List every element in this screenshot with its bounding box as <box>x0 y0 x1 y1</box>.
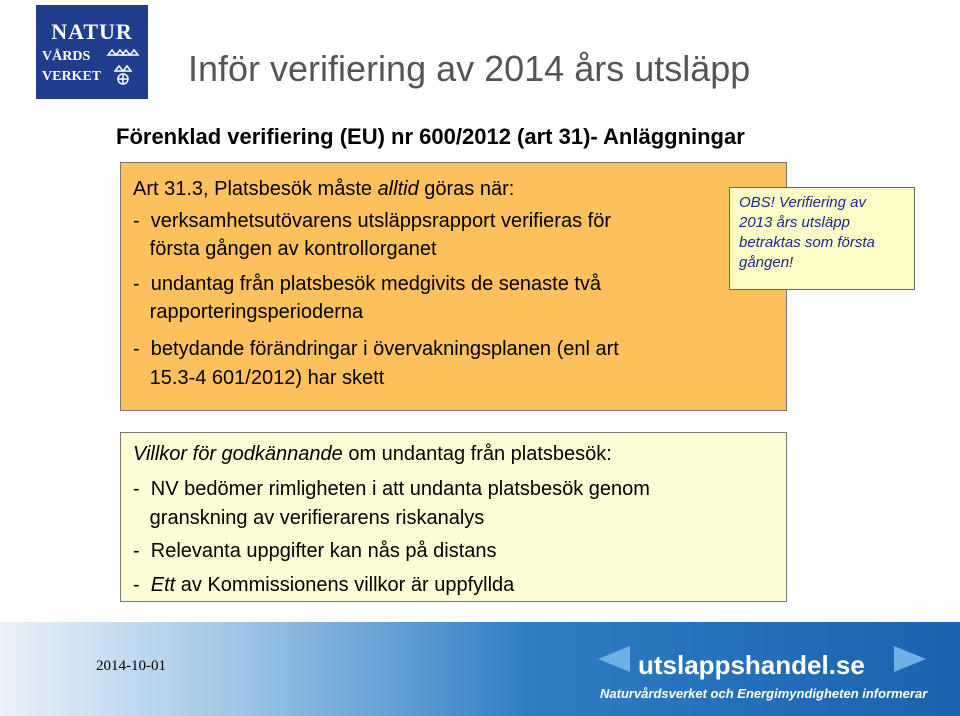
box1-heading-emphasis: alltid <box>377 178 419 200</box>
logo-line-1: NATUR <box>51 19 133 44</box>
box1-line-3: första gången av kontrollorganet <box>133 238 437 260</box>
obs-line-4: gången! <box>739 254 794 271</box>
box1-line-7: 15.3-4 601/2012) har skett <box>133 367 385 389</box>
obs-line-2: 2013 års utsläpp <box>739 214 850 231</box>
box2-heading <box>133 442 612 466</box>
box1-line-4: - undantag från platsbesök medgivits de senaste två <box>133 273 602 295</box>
obs-line-1: OBS! Verifiering av <box>739 194 866 211</box>
box1-heading-tail: göras när: <box>418 178 515 200</box>
box2-line-2: - NV bedömer rimligheten i att undanta platsbesök genom <box>133 478 650 500</box>
box2-line-5-tail: av Kommissionens villkor är uppfyllda <box>175 574 515 596</box>
three-crowns-icon <box>104 47 142 87</box>
naturvardsverket-logo <box>36 5 148 99</box>
box2-line-5-dash: - <box>133 574 151 596</box>
box1-heading-text: Art 31.3, Platsbesök måste <box>133 178 378 200</box>
box1-line-5: rapporteringsperioderna <box>133 301 364 323</box>
box2-line-4: - Relevanta uppgifter kan nås på distans <box>133 540 497 562</box>
box1-line-2: - verksamhetsutövarens utsläppsrapport verifieras för <box>133 210 611 232</box>
logo-line-3: VERKET <box>42 69 102 84</box>
box2-heading-emphasis: Villkor för godkännande <box>133 443 343 465</box>
slide-title: Inför verifiering av 2014 års utsläpp <box>188 48 751 89</box>
obs-note-box <box>729 187 915 290</box>
box1-heading <box>133 177 514 201</box>
box2-line-5-emphasis: Ett <box>150 574 176 596</box>
footer-date: 2014-10-01 <box>96 658 166 674</box>
arrow-right-icon <box>892 644 928 674</box>
box2-line-5 <box>133 573 514 597</box>
box2-heading-text: om undantag från platsbesök: <box>342 443 612 465</box>
slide-subtitle: Förenklad verifiering (EU) nr 600/2012 (art 31)- Anläggningar <box>116 124 745 149</box>
arrow-left-icon <box>596 644 632 674</box>
box2-line-3: granskning av verifierarens riskanalys <box>133 507 485 529</box>
obs-line-3: betraktas som första <box>739 234 875 251</box>
footer-brand: utslappshandel.se <box>638 650 865 680</box>
logo-line-2: VÅRDS <box>42 49 91 64</box>
box1-line-6: - betydande förändringar i övervakningsplanen (enl art <box>133 338 619 360</box>
footer-tagline: Naturvårdsverket och Energimyndigheten informerar <box>600 686 928 701</box>
